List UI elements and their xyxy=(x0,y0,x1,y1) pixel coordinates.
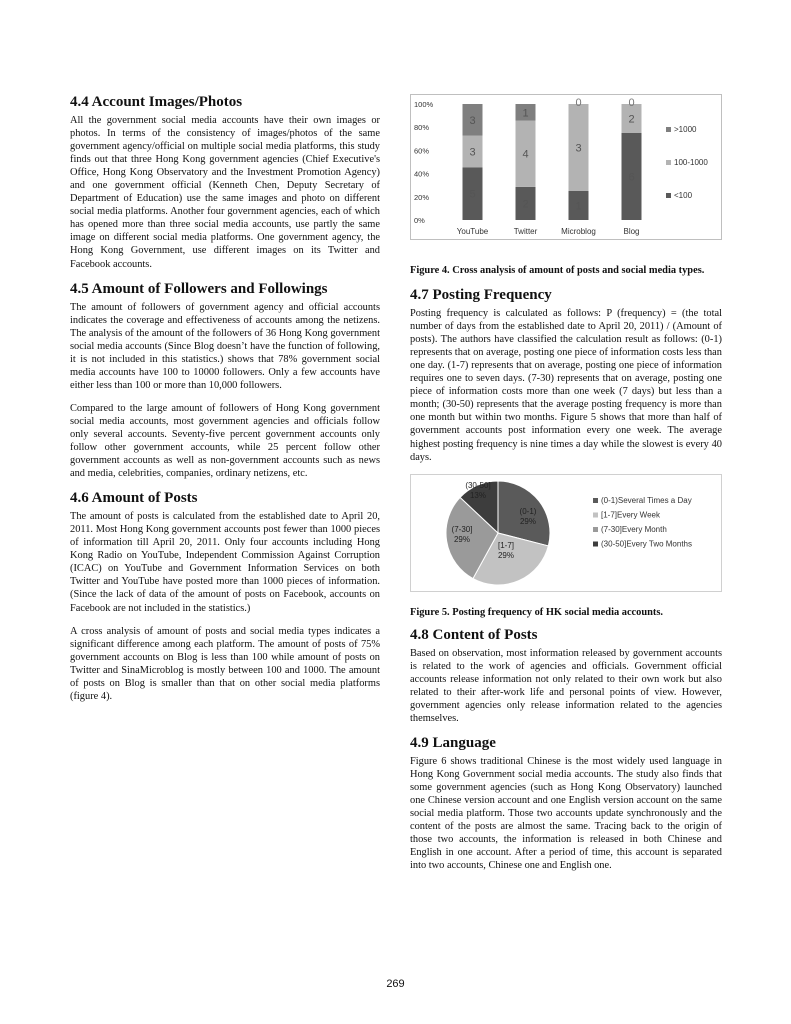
section-4-5-paragraph-2: Compared to the large amount of followers of Hong Kong government social media accounts, most government agencies and officials follow only several accounts. Seventy-five percent government accounts only follow other government accounts, while 25 percent follow other government accounts as well as non-government accounts such as news and media, celebrities, companies, ordinary netizens, etc. xyxy=(70,402,380,480)
section-4-4-paragraph: All the government social media accounts have their own images or photos. In terms of the consistency of images/photos of the same government agency/official on multiple social media platforms, this study finds out that three Hong Kong government agencies (Chief Executive's Office, Hong Kong Observatory and the Investment Promotion Agency) and one government official (Kenneth Chen, Deputy Secretary of Department of Education) use the same images and photo on different social media platforms. Another four government agencies, each of which has opened more than three social media accounts, use partly the same image on different social media platforms. One government agency, the Hong Kong Government, use different images on its Twitter and Facebook accounts. xyxy=(70,115,380,270)
figure-5-caption: Figure 5. Posting frequency of HK social media accounts. xyxy=(410,606,664,618)
x-category-label: Blog xyxy=(623,227,640,236)
pie-slice-name: (0-1) xyxy=(519,506,537,516)
section-4-7-heading: 4.7 Posting Frequency xyxy=(410,287,552,304)
legend-swatch xyxy=(666,160,671,165)
x-category-label: Microblog xyxy=(561,227,596,236)
right-column xyxy=(410,94,722,882)
section-4-5-heading: 4.5 Amount of Followers and Followings xyxy=(70,280,328,297)
legend-swatch xyxy=(666,193,671,198)
section-4-7-paragraph: Posting frequency is calculated as follows: P (frequency) = (the total number of days from the established date to April 20, 2011) / (Amount of posts). The authors have classified the calculation result as follows: (0-1) represents that on average, posting one piece of information costs less than one day. (1-7) represents that on average, posting one piece of information requires one to seven days. (7-30) represents that on average, posting one piece of information costs more than one week (7 days) but less than a month; (30-50) represents that the average posting frequency is more than one month but within two months. Figure 5 shows that more than half of government accounts post information every one week. The average highest posting frequency is nine times a day while the slowest is every 40 days. xyxy=(410,308,722,463)
section-4-4-heading: 4.4 Account Images/Photos xyxy=(70,94,243,110)
figure-4-caption: Figure 4. Cross analysis of amount of posts and social media types. xyxy=(410,265,705,277)
chart-frame xyxy=(411,95,722,240)
section-4-6-paragraph-2: A cross analysis of amount of posts and social media types indicates a significant difference among each platform. The amount of posts of 75% government accounts on Blog is less than 100 while amount of posts on Twitter and SinaMicroblog is mostly between 100 and 1000. The amount of posts on Blog is smaller than that on other social media platforms (figure 4). xyxy=(70,625,380,702)
section-4-8-heading: 4.8 Content of Posts xyxy=(410,626,538,643)
figure-5 xyxy=(410,474,722,596)
section-4-6-heading: 4.6 Amount of Posts xyxy=(70,490,198,507)
section-4-5-paragraph-1: The amount of followers of government agency and official accounts indicates the coverage and effectiveness of accounts among the netizens. The analysis of the amount of the followers of 36 Hong Kong government social media accounts (Since Blog doesn’t have the function of following, it is not included in this statistics.) shows that 78% government social media accounts have 100 to 10000 followers. Only a few accounts have either less than 100 or more than 10,000 followers. xyxy=(70,301,380,391)
legend-label: <100 xyxy=(674,191,693,200)
bar-value-label: 1 xyxy=(522,107,529,120)
legend-label: (0-1)Several Times a Day xyxy=(601,495,692,505)
y-tick-label: 60% xyxy=(414,146,430,156)
pie-slice-name: (30-50] xyxy=(465,480,491,490)
section-4-9-heading: 4.9 Language xyxy=(410,734,496,751)
figure-5-pie-chart xyxy=(410,474,722,592)
bar-value-label: 3 xyxy=(469,114,476,127)
legend-label: >1000 xyxy=(674,125,697,134)
pie-slice-percent: 29% xyxy=(519,516,537,526)
pie-slice-percent: 29% xyxy=(453,534,471,544)
x-category-label: YouTube xyxy=(456,227,489,236)
legend-label: [1-7]Every Week xyxy=(601,510,660,520)
legend-swatch xyxy=(593,498,598,503)
pie-slice-name: (7-30] xyxy=(451,524,473,534)
bar-value-label: 1 xyxy=(575,200,582,213)
y-tick-label: 20% xyxy=(414,192,430,202)
section-4-8-paragraph: Based on observation, most information released by government accounts is related to the work of agencies and officials. Government official accounts release information not only related to their own work but also related to their after-work life and personal points of view. However, government agencies only release information related to the agencies themselves. xyxy=(410,647,722,724)
legend-label: 100-1000 xyxy=(674,158,708,167)
bar-value-label: 5 xyxy=(469,188,476,201)
figure-4-bar-chart xyxy=(410,94,722,240)
pie-slice-percent: 29% xyxy=(497,550,515,560)
figure-4 xyxy=(410,94,722,244)
legend-label: (30-50]Every Two Months xyxy=(601,539,693,549)
pie-slice-percent: 13% xyxy=(469,490,487,500)
left-column xyxy=(70,94,380,713)
section-4-9-paragraph: Figure 6 shows traditional Chinese is the most widely used language in Hong Kong Government social media accounts. The study also finds that some government agencies (such as Hong Kong Observatory) launched one Chinese version account and one English version account on the same social media platform. Those two accounts update synchronously and the content of the posts are almost the same. Tracing back to the origin of those two accounts, the information is released in both Chinese and English in one account. After a period of time, this account is separated into two accounts, Chinese one and English one. xyxy=(410,755,722,872)
bar-value-label: 3 xyxy=(575,142,582,155)
legend-label: (7-30]Every Month xyxy=(601,524,667,534)
legend-swatch xyxy=(666,127,671,132)
page-number: 269 xyxy=(386,978,405,990)
section-4-6-paragraph-1: The amount of posts is calculated from the established date to April 20, 2011. Most Hong Kong government accounts post fewer than 1000 pieces of information till April 20, 2011. Only four accounts including Hong Kong Radio on YouTube, Independent Commission Against Corruption (ICAC) on YouTube and Government Information Services on both Twitter and YouTube have posted more than 1000 pieces of information. (Since the lack of data of the amount of posts on Facebook, accounts on Facebook are not included in the statistics.) xyxy=(70,511,380,614)
bar-value-label: 6 xyxy=(628,171,635,184)
y-tick-label: 40% xyxy=(414,169,430,179)
bar-value-label: 2 xyxy=(522,198,529,211)
legend-swatch xyxy=(593,541,598,546)
bar-value-label: 2 xyxy=(628,113,635,126)
y-tick-label: 0% xyxy=(414,216,425,225)
x-category-label: Twitter xyxy=(513,227,538,236)
legend-swatch xyxy=(593,527,598,532)
bar-value-label: 3 xyxy=(469,146,476,159)
y-tick-label: 100% xyxy=(414,100,434,109)
pie-slice-name: [1-7] xyxy=(497,540,515,550)
bar-value-label: 0 xyxy=(628,97,635,109)
bar-value-label: 0 xyxy=(575,97,582,109)
legend-swatch xyxy=(593,512,598,517)
bar-value-label: 4 xyxy=(522,148,529,161)
y-tick-label: 80% xyxy=(414,123,430,133)
